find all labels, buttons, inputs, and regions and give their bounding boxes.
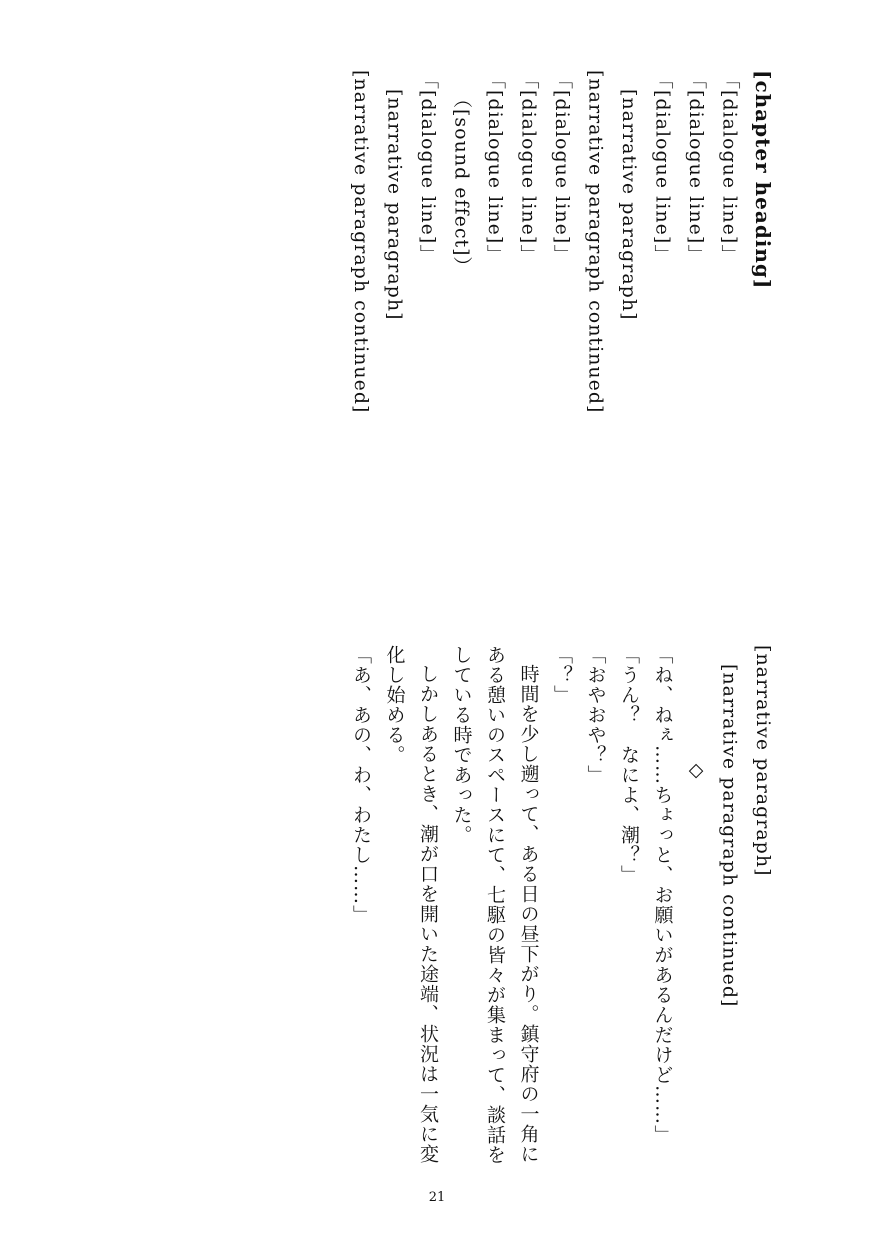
text-column: [narrative paragraph] (752, 645, 774, 877)
text-column: 「ね、ねぇ……ちょっと、お願いがあるんだけど……」 (651, 645, 674, 1145)
text-column: 時間を少し遡って、ある日の昼下がり。鎮守府の一角にある憩いのスペースにて、七駆の皆々が集まって、談話をしている時であった。 (450, 645, 540, 1165)
text-column: （[sound effect]） (450, 89, 473, 277)
page-number: 21 (428, 1190, 446, 1205)
text-column: [narrative paragraph] (383, 89, 406, 321)
text-column: [narrative paragraph continued] (584, 70, 607, 414)
text-column: 「？」 (551, 645, 573, 705)
chapter-title: [chapter heading] (751, 70, 775, 290)
text-column: 「[dialogue line]」 (651, 70, 674, 265)
lower-text-block (344, 645, 780, 1170)
text-column: 「[dialogue line]」 (718, 70, 741, 265)
text-column: [narrative paragraph continued] (718, 664, 741, 1008)
text-column: [narrative paragraph] (618, 89, 640, 321)
text-column: 「[dialogue line]」 (484, 70, 506, 265)
text-column: 「あ、あの、わ、わたし……」 (350, 645, 372, 925)
text-column: 「[dialogue line]」 (417, 70, 439, 265)
section-separator: ◇ (685, 759, 707, 782)
text-column: 「うん？ なによ、潮？」 (618, 645, 640, 885)
text-column: 「[dialogue line]」 (685, 70, 707, 265)
upper-text-block (344, 70, 780, 610)
text-column: 「[dialogue line]」 (551, 70, 573, 265)
text-column: 「[dialogue line]」 (517, 70, 540, 265)
text-column: 「おやおや？」 (584, 645, 607, 785)
text-column: [narrative paragraph continued] (350, 70, 372, 414)
text-column: しかしあるとき、潮が口を開いた途端、状況は一気に変化し始める。 (383, 645, 439, 1164)
